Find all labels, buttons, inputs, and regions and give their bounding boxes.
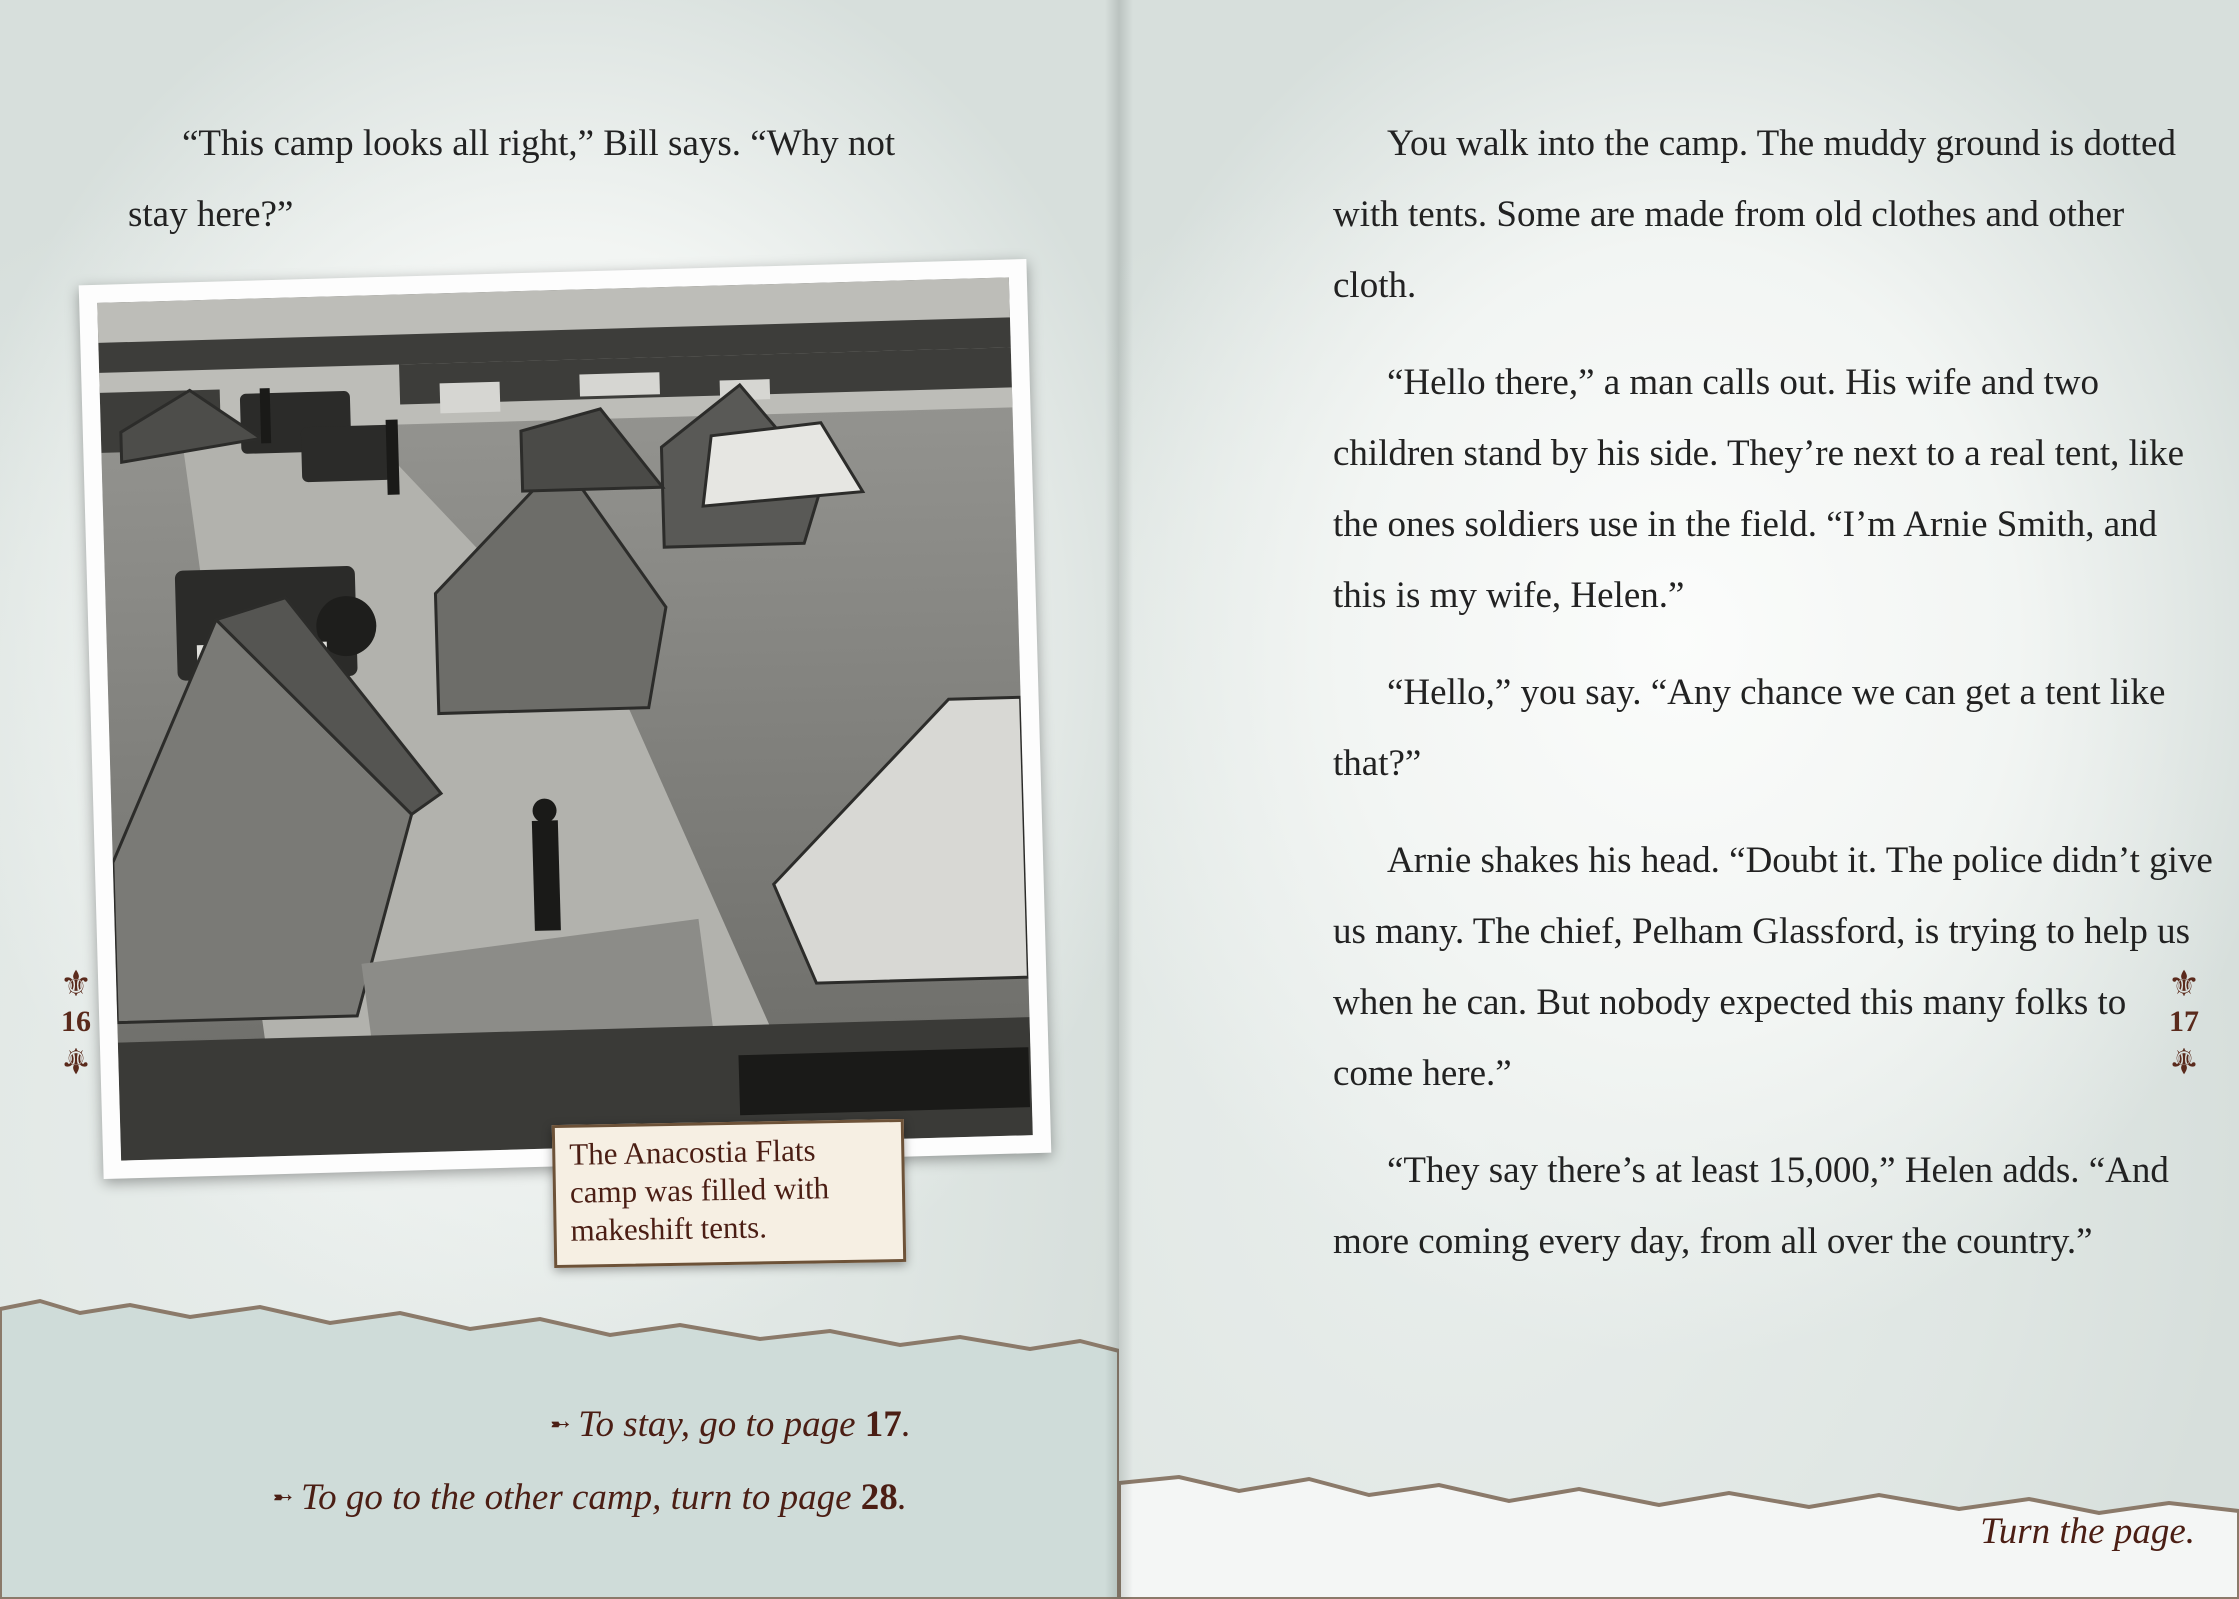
fleur-de-lis-icon: ⚜ bbox=[59, 1040, 93, 1080]
fleur-de-lis-icon: ⚜ bbox=[59, 964, 93, 1004]
left-body-text bbox=[128, 108, 928, 276]
choice-stay[interactable] bbox=[550, 1403, 911, 1446]
fleur-de-lis-icon: ⚜ bbox=[2167, 1040, 2201, 1080]
choice-stay-end: . bbox=[901, 1404, 911, 1445]
page-number-ornament-left bbox=[56, 964, 96, 1080]
right-paragraph-4: Arnie shakes his head. “Doubt it. The police didn’t give us many. The chief, Pelham Glassford, is trying to help us when he can. But nobody expected this many folks to come here.” bbox=[1333, 840, 2213, 1094]
right-paragraph-1: You walk into the camp. The muddy ground is dotted with tents. Some are made from old clothes and other cloth. bbox=[1333, 123, 2176, 306]
page-number: 16 bbox=[61, 1005, 91, 1038]
camp-photo-illustration bbox=[97, 277, 1033, 1160]
right-paragraph-2: “Hello there,” a man calls out. His wife and two children stand by his side. They’re next to a real tent, like the ones soldiers use in the field. “I’m Arnie Smith, and this is my wife, Helen.” bbox=[1333, 362, 2185, 616]
arrow-bullet-icon: ➸ bbox=[272, 1485, 293, 1511]
choice-stay-page: 17 bbox=[864, 1404, 902, 1445]
choice-stay-text: To stay, go to page bbox=[578, 1404, 865, 1445]
choice-other-camp-page: 28 bbox=[860, 1477, 898, 1518]
page-number-ornament-right bbox=[2164, 964, 2204, 1080]
right-body-text bbox=[1333, 108, 2213, 1303]
left-page bbox=[0, 0, 1119, 1599]
right-page bbox=[1119, 0, 2239, 1599]
right-paragraph-3: “Hello,” you say. “Any chance we can get a tent like that?” bbox=[1333, 672, 2166, 784]
page-number: 17 bbox=[2169, 1005, 2199, 1038]
book-gutter bbox=[1105, 0, 1133, 1599]
arrow-bullet-icon: ➸ bbox=[550, 1412, 571, 1438]
choice-other-camp-end: . bbox=[897, 1477, 907, 1518]
photo-frame bbox=[79, 259, 1052, 1179]
camp-photo bbox=[97, 277, 1033, 1160]
right-paragraph-5: “They say there’s at least 15,000,” Helen adds. “And more coming every day, from all over the country.” bbox=[1333, 1150, 2169, 1262]
fleur-de-lis-icon: ⚜ bbox=[2167, 964, 2201, 1004]
photo-caption: The Anacostia Flats camp was filled with makeshift tents. bbox=[552, 1119, 906, 1268]
choice-other-camp[interactable] bbox=[273, 1476, 907, 1519]
turn-the-page[interactable]: Turn the page. bbox=[1980, 1511, 2195, 1552]
left-paragraph-1: “This camp looks all right,” Bill says. “Why not stay here?” bbox=[128, 123, 896, 235]
choice-other-camp-text: To go to the other camp, turn to page bbox=[300, 1477, 861, 1518]
